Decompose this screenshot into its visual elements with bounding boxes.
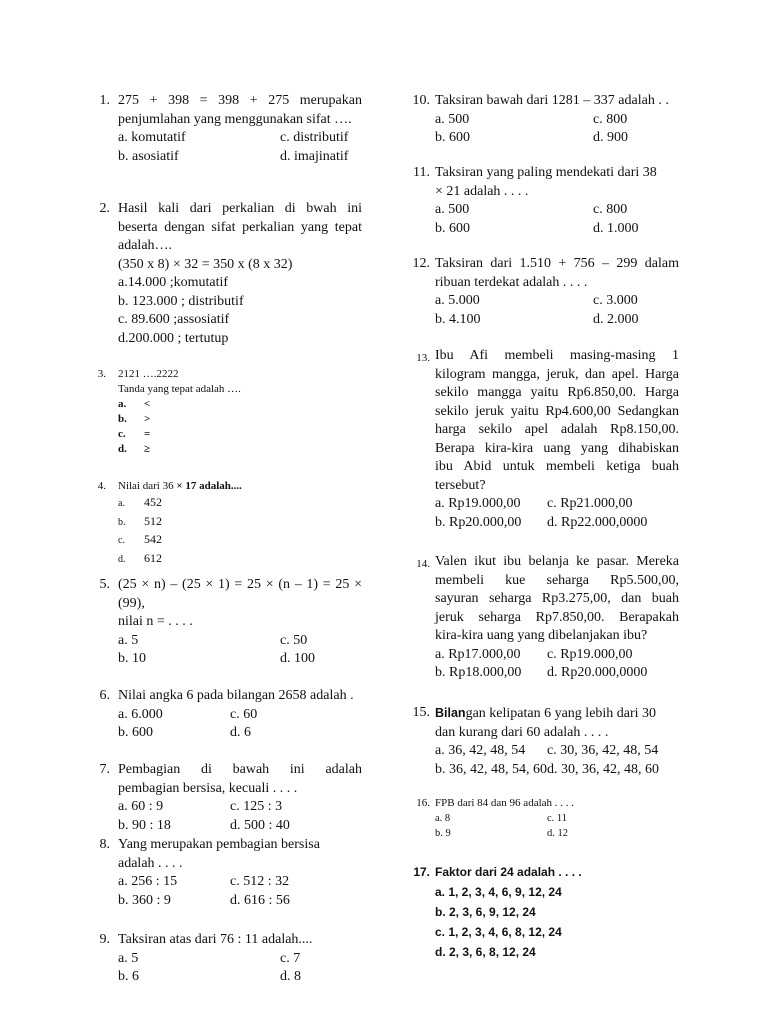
question-number: 5. — [99, 577, 110, 592]
option-b[interactable]: b. 4.100 — [435, 311, 481, 327]
answer-options — [118, 950, 362, 987]
answer-options — [435, 495, 679, 532]
question-text-line — [435, 704, 679, 724]
option-d[interactable]: d. 1.000 — [593, 220, 639, 236]
answer-options — [435, 111, 679, 148]
answer-options — [118, 632, 362, 669]
option-b[interactable]: b. 600 — [435, 130, 470, 145]
option-d[interactable]: d. Rp20.000,0000 — [547, 665, 648, 680]
question-number: 8. — [99, 837, 110, 852]
option-c[interactable]: c. 60 — [230, 706, 258, 722]
question-text-line: Taksiran bawah dari 1281 – 337 adalah . . — [435, 93, 669, 108]
question-text-line: Taksiran yang paling mendekati dari 38 — [435, 165, 657, 180]
option-c[interactable]: c. distributif — [280, 130, 349, 145]
option-d[interactable]: d. 6 — [230, 725, 251, 740]
question-number: 14. — [416, 558, 430, 570]
question-text-line: jeruk seharga Rp7.850,00. Berapakah — [435, 609, 679, 625]
option-d[interactable]: d. 30, 36, 42, 48, 60 — [547, 761, 659, 777]
question-text-line: Valen ikut ibu belanja ke pasar. Mereka — [435, 554, 679, 569]
question-text-line: (99), — [118, 595, 145, 611]
question-number: 1. — [99, 93, 110, 108]
answer-options — [435, 882, 679, 962]
option-d[interactable]: d. Rp22.000,0000 — [547, 514, 648, 530]
option-d[interactable]: d. 2, 3, 6, 8, 12, 24 — [435, 945, 536, 959]
option-b[interactable]: b. 6 — [118, 969, 139, 984]
question-text-line: FPB dari 84 dan 96 adalah . . . . — [435, 797, 575, 809]
option-a[interactable]: a. 1, 2, 3, 4, 6, 9, 12, 24 — [435, 885, 562, 899]
question-text-line: tersebut? — [435, 477, 486, 493]
question-number: 16. — [416, 797, 430, 809]
option-c[interactable]: c. 3.000 — [593, 293, 638, 308]
answer-options — [118, 274, 362, 348]
question-text-line: adalah…. — [118, 238, 173, 253]
answer-options — [118, 798, 362, 835]
option-d[interactable]: d. ≥ — [118, 443, 151, 455]
question-text-line: Faktor dari 24 adalah . . . . — [435, 865, 582, 879]
answer-options — [435, 811, 679, 841]
question-number: 3. — [97, 368, 106, 380]
option-c[interactable]: c. 11 — [547, 813, 568, 824]
option-c[interactable]: c. 125 : 3 — [230, 799, 283, 814]
option-a[interactable]: a. 6.000 — [118, 706, 163, 722]
option-b[interactable]: b. 123.000 ; distributif — [118, 293, 244, 309]
option-a[interactable]: a.14.000 ;komutatif — [118, 275, 229, 290]
option-a[interactable]: a. 8 — [435, 813, 451, 824]
question-number: 11. — [413, 165, 430, 180]
option-c[interactable]: c. 1, 2, 3, 4, 6, 8, 12, 24 — [435, 925, 562, 939]
question-number: 9. — [99, 932, 110, 947]
question-text-rest: gan kelipatan 6 yang lebih dari 30 — [465, 706, 657, 721]
option-b[interactable]: b. 600 — [435, 220, 470, 236]
option-d[interactable]: d. 500 : 40 — [230, 817, 290, 833]
option-c[interactable]: c. 800 — [593, 111, 628, 127]
option-b[interactable]: b. 360 : 9 — [118, 892, 171, 908]
option-c[interactable]: c. 50 — [280, 632, 308, 648]
question-text-line: kilogram mangga, jeruk, dan apel. Harga — [435, 366, 679, 382]
option-b[interactable]: b. 10 — [118, 651, 146, 666]
answer-options — [118, 397, 362, 457]
question-text-line: beserta dengan sifat perkalian yang tepat — [118, 219, 362, 235]
option-d[interactable]: d. 612 — [118, 550, 162, 565]
option-b[interactable]: b. > — [118, 413, 151, 425]
answer-options — [118, 129, 362, 166]
question-text-line: Taksiran atas dari 76 : 11 adalah.... — [118, 932, 313, 947]
question-text-line: 2121 ….2222 — [118, 368, 179, 380]
option-a[interactable]: a. 60 : 9 — [118, 799, 164, 814]
option-c[interactable]: c. 512 : 32 — [230, 874, 290, 889]
question-text-line: Yang merupakan pembagian bersisa — [118, 837, 320, 852]
question-text-line: dan kurang dari 60 adalah . . . . — [435, 724, 609, 740]
question-number: 13. — [416, 352, 430, 364]
option-d[interactable]: d. 900 — [593, 130, 628, 145]
option-b[interactable]: b. Rp20.000,00 — [435, 514, 522, 530]
question-text-line: Hasil kali dari perkalian di bwah ini — [118, 201, 362, 216]
option-c[interactable]: c. = — [118, 428, 151, 440]
option-a[interactable]: a. Rp17.000,00 — [435, 646, 521, 662]
answer-options — [435, 201, 679, 238]
question-text-line: Pembagian di bawah ini adalah — [118, 762, 362, 777]
option-c[interactable]: c. 89.600 ;assosiatif — [118, 312, 230, 327]
question-text-line: 275 + 398 = 398 + 275 merupakan — [118, 93, 362, 108]
question-text-line: Taksiran dari 1.510 + 756 – 299 dalam — [435, 256, 679, 271]
option-b[interactable]: b. 9 — [435, 828, 451, 839]
question-number: 2. — [99, 201, 110, 216]
option-a[interactable]: a. 5 — [118, 950, 139, 966]
answer-options — [118, 494, 362, 568]
option-a[interactable]: a. komutatif — [118, 130, 186, 145]
answer-options — [118, 873, 362, 910]
option-a[interactable]: a. Rp19.000,00 — [435, 496, 521, 511]
question-text-line: (25 × n) – (25 × 1) = 25 × (n – 1) = 25 × — [118, 577, 362, 592]
option-c[interactable]: c. 7 — [280, 950, 301, 966]
option-a[interactable]: a. 5 — [118, 632, 139, 648]
option-a[interactable]: a. < — [118, 398, 151, 410]
option-d[interactable]: d.200.000 ; tertutup — [118, 330, 229, 346]
question-number: 7. — [99, 762, 110, 777]
question-text-line: penjumlahan yang menggunakan sifat …. — [118, 111, 352, 127]
question-number: 17. — [413, 865, 430, 879]
question-number: 6. — [99, 688, 110, 703]
question-text-line: Nilai angka 6 pada bilangan 2658 adalah . — [118, 688, 354, 703]
option-d[interactable]: d. 100 — [280, 651, 315, 666]
option-b[interactable]: b. asosiatif — [118, 148, 179, 164]
option-d[interactable]: d. imajinatif — [280, 148, 349, 164]
option-b[interactable]: b. Rp18.000,00 — [435, 665, 522, 680]
option-a[interactable]: a. 500 — [435, 202, 470, 217]
question-number: 12. — [412, 256, 430, 271]
option-b[interactable]: b. 600 — [118, 725, 153, 740]
question-text-prefix: Bilan — [435, 706, 466, 720]
answer-options — [435, 292, 679, 329]
question-text-line: membeli kue seharga Rp5.500,00, — [435, 572, 679, 588]
question-text-line: Ibu Afi membeli masing-masing 1 — [435, 348, 679, 363]
option-a[interactable]: a. 256 : 15 — [118, 874, 178, 889]
question-text-line: Nilai dari 36 × 17 adalah.... — [118, 480, 242, 492]
option-b[interactable]: b. 512 — [118, 513, 162, 528]
question-text-line: Tanda yang tepat adalah …. — [118, 383, 241, 395]
question-text-line: kira-kira uang yang dibelanjakan ibu? — [435, 628, 648, 643]
answer-options — [435, 742, 679, 779]
answer-options — [118, 706, 362, 743]
option-b[interactable]: b. 2, 3, 6, 9, 12, 24 — [435, 905, 536, 919]
option-c[interactable]: c. 30, 36, 42, 48, 54 — [547, 743, 659, 758]
option-b[interactable]: b. 36, 42, 48, 54, 60 — [435, 761, 547, 777]
question-text-line: pembagian bersisa, kecuali . . . . — [118, 780, 298, 796]
question-text-line: harga sekilo apel adalah Rp8.150,00. — [435, 422, 679, 437]
option-c[interactable]: c. 800 — [593, 202, 628, 217]
question-text-line: adalah . . . . — [118, 855, 183, 871]
option-d[interactable]: d. 2.000 — [593, 311, 639, 327]
option-a[interactable]: a. 500 — [435, 111, 470, 127]
question-text-line: × 21 adalah . . . . — [435, 183, 529, 199]
option-c[interactable]: c. Rp21.000,00 — [547, 496, 633, 511]
answer-options — [435, 646, 679, 683]
option-d[interactable]: d. 12 — [547, 828, 568, 839]
question-number: 4. — [97, 480, 106, 492]
question-text-line: sayuran seharga Rp3.275,00, dan buah — [435, 591, 679, 606]
question-text-line: ribuan terdekat adalah . . . . — [435, 274, 588, 290]
question-number: 15. — [412, 705, 430, 720]
question-text-line: ibu Abid untuk membeli ketiga buah — [435, 459, 679, 474]
option-a[interactable]: a. 452 — [118, 495, 162, 509]
option-b[interactable]: b. 90 : 18 — [118, 817, 171, 833]
question-text-line: sekilo jeruk yaitu Rp4.600,00 Sedangkan — [435, 403, 679, 419]
question-text-line: Berapa kira-kira uang yang dihabiskan — [435, 440, 679, 456]
question-text-line: sekilo mangga yaitu Rp6.850,00. Harga — [435, 385, 679, 400]
option-a[interactable]: a. 36, 42, 48, 54 — [435, 743, 526, 758]
option-c[interactable]: c. Rp19.000,00 — [547, 646, 633, 662]
question-number: 10. — [412, 93, 430, 108]
option-a[interactable]: a. 5.000 — [435, 293, 480, 308]
question-text-line: (350 x 8) × 32 = 350 x (8 x 32) — [118, 256, 293, 272]
option-c[interactable]: c. 542 — [118, 532, 162, 546]
question-text-line: nilai n = . . . . — [118, 614, 193, 629]
option-d[interactable]: d. 8 — [280, 969, 301, 984]
option-d[interactable]: d. 616 : 56 — [230, 892, 290, 908]
